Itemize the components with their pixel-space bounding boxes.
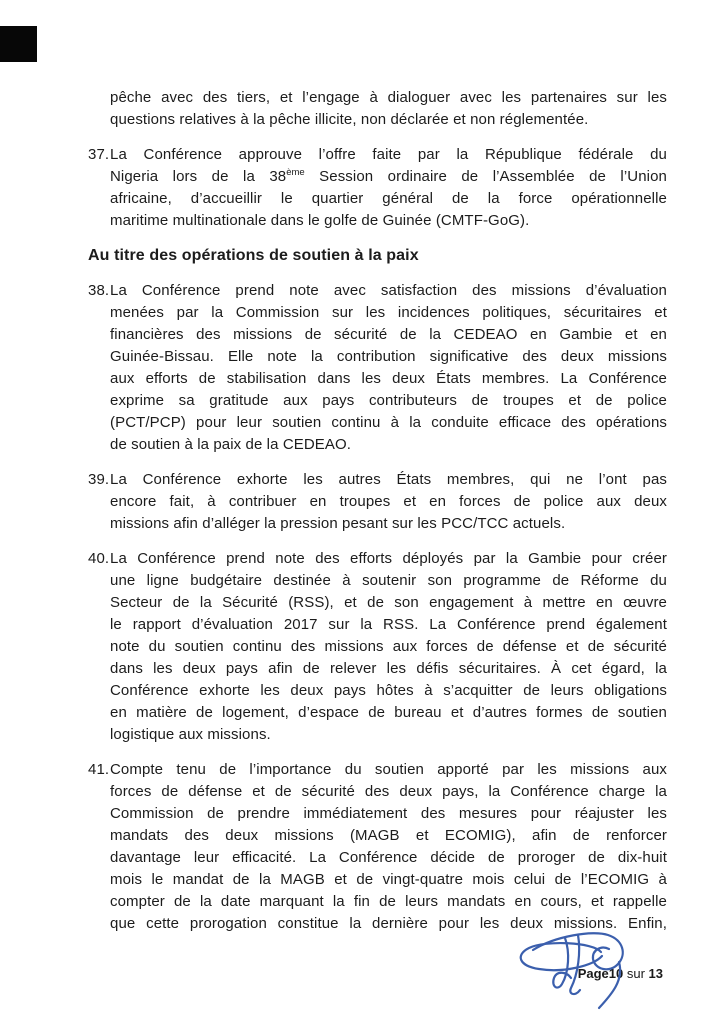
paragraph — [88, 280, 667, 456]
paragraph-number: 38. — [88, 282, 110, 299]
line-text: Nigeria lors de la 38 — [110, 168, 287, 185]
signature-ink-icon — [505, 928, 645, 1020]
scan-artifact-corner-mark — [0, 26, 37, 62]
paragraph-line: La Conférence prend note avec satisfaction des missions d’évaluation — [110, 282, 667, 299]
paragraph — [88, 548, 667, 746]
paragraph-line: mandats des deux missions (MAGB et ECOMIG), afin de renforcer — [110, 827, 667, 844]
footer-page-label: Page10 — [577, 966, 624, 981]
paragraph-line — [110, 166, 667, 188]
paragraph-line: davantage leur efficacité. La Conférence décide de proroger de dix-huit — [110, 849, 667, 866]
footer-separator-label: sur — [623, 966, 649, 981]
paragraph-line: africaine, d’accueillir le quartier général de la force opérationnelle — [110, 190, 667, 207]
paragraph — [88, 87, 667, 131]
section-heading: Au titre des opérations de soutien à la paix — [88, 247, 419, 264]
paragraph-line: questions relatives à la pêche illicite, non déclarée et non réglementée. — [110, 111, 589, 128]
paragraph-number: 39. — [88, 471, 110, 488]
paragraph-line: pêche avec des tiers, et l’engage à dialoguer avec les partenaires sur les — [110, 89, 667, 106]
paragraph-line: Conférence exhorte les deux pays hôtes à s’acquitter de leurs obligations — [110, 682, 667, 699]
paragraph-line: Guinée-Bissau. Elle note la contribution significative des deux missions — [110, 348, 667, 365]
paragraph-line: que cette prorogation constitue la dernière pour les deux missions. Enfin, — [110, 915, 667, 932]
paragraph-line: La Conférence prend note des efforts déployés par la Gambie pour créer — [110, 550, 667, 567]
paragraph — [88, 144, 667, 232]
paragraph-line: maritime multinationale dans le golfe de Guinée (CMTF-GoG). — [110, 212, 530, 229]
paragraph-line: forces de défense et de sécurité des deux pays, la Conférence charge la — [110, 783, 667, 800]
paragraph-line: note du soutien continu des missions aux forces de défense et de sécurité — [110, 638, 667, 655]
paragraph-line: logistique aux missions. — [110, 726, 271, 743]
paragraph-line: (PCT/PCP) pour leur soutien continu à la conduite efficace des opérations — [110, 414, 667, 431]
paragraph-number: 40. — [88, 550, 110, 567]
paragraph-number: 37. — [88, 146, 110, 163]
paragraph-line: une ligne budgétaire destinée à soutenir son programme de Réforme du — [110, 572, 667, 589]
paragraph-line: Secteur de la Sécurité (RSS), et de son engagement à mettre en œuvre — [110, 594, 667, 611]
paragraph-line: en matière de logement, d’espace de bureau et d’autres formes de soutien — [110, 704, 667, 721]
paragraph-line: financières des missions de sécurité de la CEDEAO en Gambie et en — [110, 326, 667, 343]
line-text: Session ordinaire de l’Assemblée de l’Union — [304, 168, 667, 185]
paragraph-line: Compte tenu de l’importance du soutien apporté par les missions aux — [110, 761, 667, 778]
paragraph-number: 41. — [88, 761, 110, 778]
paragraph-line: dans les deux pays afin de relever les défis sécuritaires. À cet égard, la — [110, 660, 667, 677]
paragraph-line: Commission de prendre immédiatement des mesures pour réajuster les — [110, 805, 667, 822]
paragraph-line: mois le mandat de la MAGB et de vingt-quatre mois celui de l’ECOMIG à — [110, 871, 667, 888]
paragraph-line: de soutien à la paix de la CEDEAO. — [110, 436, 352, 453]
paragraph-line: exprime sa gratitude aux pays contributeurs de troupes et de police — [110, 392, 667, 409]
paragraph-line: aux efforts de stabilisation dans les deux États membres. La Conférence — [110, 370, 667, 387]
footer-total-pages: 13 — [648, 966, 663, 981]
paragraph-line: compter de la date marquant la fin de leurs mandats en cours, et rappelle — [110, 893, 667, 910]
handwritten-signature — [505, 928, 645, 1020]
paragraph-line: encore fait, à contribuer en troupes et en forces de police aux deux — [110, 493, 667, 510]
paragraph-line: La Conférence exhorte les autres États membres, qui ne l’ont pas — [110, 471, 667, 488]
ordinal-superscript: ème — [286, 167, 305, 178]
paragraph-line: La Conférence approuve l’offre faite par la République fédérale du — [110, 146, 667, 163]
paragraph-line: menées par la Commission sur les incidences politiques, sécuritaires et — [110, 304, 667, 321]
document-body — [88, 87, 667, 948]
paragraph — [88, 759, 667, 935]
paragraph-line: missions afin d’alléger la pression pesant sur les PCC/TCC actuels. — [110, 515, 566, 532]
paragraph-line: le rapport d’évaluation 2017 sur la RSS. La Conférence prend également — [110, 616, 667, 633]
paragraph — [88, 469, 667, 535]
